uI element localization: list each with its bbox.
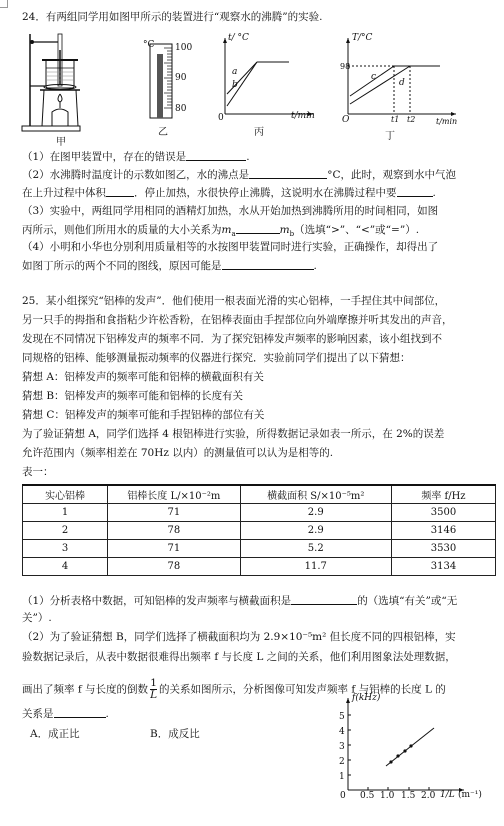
graph-xlabel-frac: 1/L <box>440 790 455 800</box>
graph-origin: 0 <box>340 791 346 801</box>
graph-ticks <box>348 715 429 790</box>
x-tick-label: 1.0 <box>380 791 395 801</box>
figure-jia-label: 甲 <box>56 137 66 148</box>
q25-part2-line4: 关系是 . <box>22 708 109 720</box>
q24-part3-line1: （3）实验中，两组同学用相同的酒精灯加热，水从开始加热到沸腾所用的时间相同，如图 <box>22 205 439 217</box>
table-cell: 78 <box>108 522 240 540</box>
y-tick-label: 1 <box>339 772 345 782</box>
figure-jia-apparatus <box>18 30 102 136</box>
thermometer-unit: °C <box>143 40 155 50</box>
y-tick-label: 3 <box>339 742 345 752</box>
q25-intro-line1: 25．某小组探究“铝棒的发声”．他们使用一根表面光滑的实心铝棒，一手捏住其中间部位， <box>22 295 446 307</box>
q24-part2-line2: 在上升过程中体积 ．停止加热，水很快停止沸腾，这说明水在沸腾过程中要 . <box>22 187 436 199</box>
data-table-1 <box>22 484 496 576</box>
q24-part3-line2: 丙所示，则他们所用水的质量的大小关系为$m_a$ $m_b$（选填“>”、“<”或“=”）. <box>22 224 420 239</box>
hypothesis-b: 猜想 B：铝棒发声的频率可能和铝棒的长度有关 <box>22 390 244 402</box>
figure-ding-graph <box>338 34 458 120</box>
data-point <box>409 744 412 747</box>
q25-part1-line2: 关”）. <box>22 612 52 624</box>
q25-intro-line6: 允许范围内（频率相差在 70Hz 以内）的测量值可以认为是相等的. <box>22 447 334 459</box>
table-row <box>23 522 496 540</box>
table-cell: 11.7 <box>240 558 391 576</box>
table-cell: 5.2 <box>240 540 391 558</box>
q25-intro-line3: 发现在不同情况下铝棒发声的频率不同．为了探究铝棒发声频率的影响因素，该小组找到不 <box>22 333 442 345</box>
hypothesis-c: 猜想 C：铝棒发声的频率可能和手捏铝棒的部位有关 <box>22 409 265 421</box>
graph-bing-ylabel: t/ °C <box>228 33 249 43</box>
table-cell: 2.9 <box>240 504 391 522</box>
table-cell: 3134 <box>391 558 495 576</box>
table-cell: 3500 <box>391 504 495 522</box>
answer-blank-q25-2[interactable] <box>54 707 106 718</box>
y-tick-label: 4 <box>339 727 345 737</box>
data-point <box>403 749 406 752</box>
fraction-1-over-l: $\frac{1}{L}$ <box>150 677 158 701</box>
graph-ding-ylabel: T/°C <box>352 33 373 43</box>
table-cell: 1 <box>23 504 108 522</box>
q24-part2-line1: （2）水沸腾时温度计的示数如图乙，水的沸点是 °C，此时，观察到水中气泡 <box>22 169 456 181</box>
x-tick-label: 1.5 <box>401 791 416 801</box>
thermometer-tick-80: 80 <box>175 104 187 114</box>
table-cell: 4 <box>23 558 108 576</box>
y-tick-label: 5 <box>339 712 345 722</box>
graph-ylabel: f(kHz) <box>352 693 381 703</box>
graph-ding-t1: t1 <box>391 115 400 124</box>
figure-yi-label: 乙 <box>158 127 168 138</box>
figure-ding-label: 丁 <box>385 131 395 142</box>
q25-intro-line2: 另一只手的拇指和食指粘少许松香粉，在铝棒表面由手捏部位向外端摩擦并听其发出的声音， <box>22 314 453 326</box>
hypothesis-a: 猜想 A：铝棒发声的频率可能和铝棒的横截面积有关 <box>22 371 264 383</box>
option-b[interactable]: B．成反比 <box>150 728 200 740</box>
table-header: 横截面积 S/×10⁻⁵m² <box>240 485 391 504</box>
option-a[interactable]: A．成正比 <box>30 728 80 740</box>
series-d-label: d <box>399 78 405 88</box>
answer-blank-q24-2a[interactable] <box>249 168 327 179</box>
table-header-row <box>23 485 496 504</box>
q24-part4-line2: 如图丁所示的两个不同的图线，原因可能是 . <box>22 260 317 272</box>
table-row <box>23 558 496 576</box>
q24-part4-line1: （4）小明和小华也分别利用质量相等的水按图甲装置同时进行实验，正确操作，却得出了 <box>22 241 439 253</box>
x-tick-label: 0.5 <box>360 791 375 801</box>
table-cell: 71 <box>108 504 240 522</box>
series-c-label: c <box>371 72 377 82</box>
q24-part1: （1）在图甲装置中，存在的错误是 . <box>22 151 250 163</box>
q25-part2-line2: 验数据记录后，从表中数据很难得出频率 f 与长度 L 之间的关系，他们利用图象法处理数据， <box>22 651 456 663</box>
graph-xlabel: (m⁻¹) <box>458 790 482 800</box>
q25-part1-line1: （1）分析表格中数据，可知铝棒的发声频率与横截面积是 的（选填“有关”或“无 <box>22 595 458 607</box>
data-point <box>396 754 399 757</box>
answer-blank-q24-1[interactable] <box>186 150 246 161</box>
q25-part2-line1: （2）为了验证猜想 B，同学们选择了横截面积均为 2.9×10⁻⁵m² 但长度不同的四根铝棒，实 <box>22 631 456 643</box>
q25-intro-line5: 为了验证猜想 A，同学们选择 4 根铝棒进行实验，所得数据记录如表一所示，在 2%的误差 <box>22 428 445 440</box>
graph-ding-origin: O <box>342 115 350 125</box>
table-header: 频率 f/Hz <box>391 485 495 504</box>
series-b-label: b <box>232 80 238 90</box>
answer-blank-q24-3[interactable] <box>236 223 280 234</box>
thermometer-tick-90: 90 <box>175 73 187 83</box>
table-cell: 71 <box>108 540 240 558</box>
graph-bing-origin: 0 <box>218 113 224 123</box>
graph-bing-xlabel: t/min <box>291 111 315 121</box>
data-point <box>389 760 392 763</box>
graph-ding-xlabel: t/min <box>436 117 458 126</box>
figure-bing-graph <box>215 34 315 118</box>
x-tick-label: 2.0 <box>421 791 436 801</box>
table-caption: 表一： <box>22 466 54 478</box>
frequency-graph <box>336 694 476 800</box>
answer-blank-q24-2b[interactable] <box>106 186 134 197</box>
answer-blank-q24-2c[interactable] <box>397 186 433 197</box>
figure-bing-label: 丙 <box>254 127 264 138</box>
answer-blank-q25-1[interactable] <box>291 594 357 605</box>
page-corner-mark <box>0 0 8 8</box>
q25-part2-line3: 画出了频率 f 与长度的倒数 $\frac{1}{L}$ 的关系如图所示，分析图像可知发声频率 f 与铝棒的长度 L 的 <box>22 677 446 701</box>
table-cell: 3530 <box>391 540 495 558</box>
table-header: 铝棒长度 L/×10⁻²m <box>108 485 240 504</box>
y-tick-label: 2 <box>339 757 345 767</box>
table-cell: 2.9 <box>240 522 391 540</box>
answer-blank-q24-4[interactable] <box>222 259 314 270</box>
table-cell: 78 <box>108 558 240 576</box>
graph-ding-t2: t2 <box>407 115 416 124</box>
table-cell: 2 <box>23 522 108 540</box>
table-header: 实心铝棒 <box>23 485 108 504</box>
thermometer-tick-100: 100 <box>175 43 193 53</box>
series-a-label: a <box>232 67 238 77</box>
q25-intro-line4: 同规格的铝棒、能够测量振动频率的仪器进行探究．实验前同学们提出了以下猜想： <box>22 352 411 364</box>
table-row <box>23 504 496 522</box>
q24-stem: 24．有两组同学用如图甲所示的装置进行“观察水的沸腾”的实验. <box>22 11 323 23</box>
table-cell: 3146 <box>391 522 495 540</box>
graph-ding-temp: 98 <box>340 62 351 71</box>
table-cell: 3 <box>23 540 108 558</box>
table-row <box>23 540 496 558</box>
